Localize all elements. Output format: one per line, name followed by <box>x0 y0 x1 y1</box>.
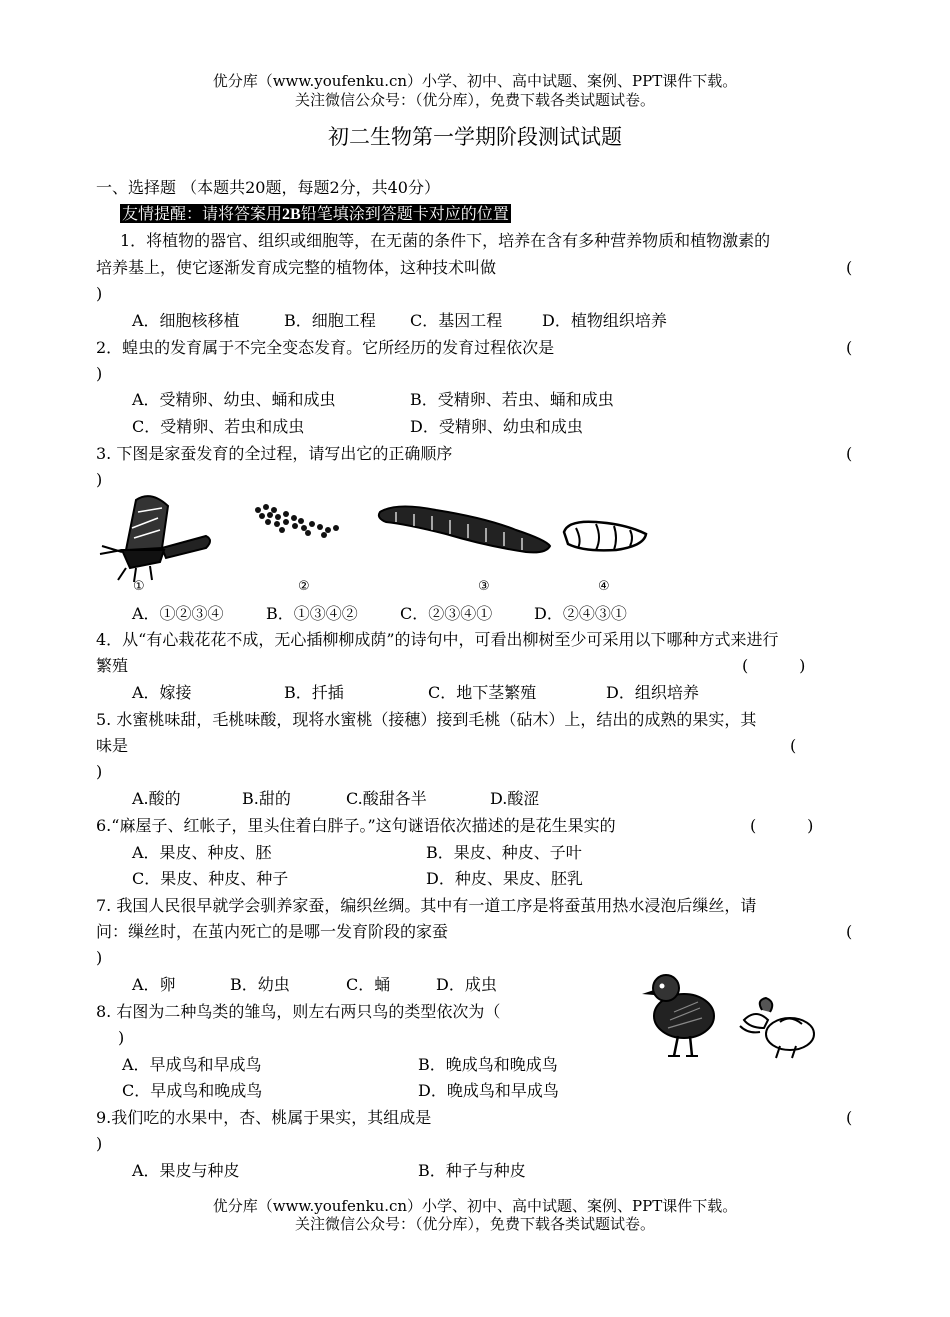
q1-option-d[interactable]: D．植物组织培养 <box>542 311 667 330</box>
q6-option-d[interactable]: D．种皮、果皮、胚乳 <box>426 869 583 888</box>
q6-option-a[interactable]: A．果皮、种皮、胚 <box>132 843 272 862</box>
q5-text-line1: 5. 水蜜桃味甜，毛桃味酸，现将水蜜桃（接穗）接到毛桃（砧木）上，结出的成熟的果实，其 <box>96 710 757 729</box>
pupa-icon <box>564 522 646 551</box>
q1-option-b[interactable]: B．细胞工程 <box>284 311 376 330</box>
q2-text: 2．蝗虫的发育属于不完全变态发育。它所经历的发育过程依次是 <box>96 338 555 357</box>
q9-option-b[interactable]: B．种子与种皮 <box>418 1161 526 1180</box>
q9-paren-close: ) <box>96 1134 103 1153</box>
q5-option-b[interactable]: B.甜的 <box>242 789 291 808</box>
q1-paren-open: ( <box>846 258 853 277</box>
q8-text: 8. 右图为二种鸟类的雏鸟，则左右两只鸟的类型依次为（ <box>96 1002 501 1021</box>
figure-label-1: ① <box>133 579 145 594</box>
q1-paren-close: ) <box>96 284 103 303</box>
q6-option-c[interactable]: C．果皮、种皮、种子 <box>132 869 289 888</box>
q7-option-b[interactable]: B．幼虫 <box>230 975 290 994</box>
q4-option-d[interactable]: D．组织培养 <box>606 683 699 702</box>
q5-option-a[interactable]: A.酸的 <box>132 789 181 808</box>
q7-text-line2: 问：缫丝时，在茧内死亡的是哪一发育阶段的家蚕 <box>96 922 449 941</box>
q7-option-d[interactable]: D．成虫 <box>436 975 497 994</box>
q7-option-c[interactable]: C．蛹 <box>346 975 391 994</box>
q2-option-a[interactable]: A．受精卵、幼虫、蛹和成虫 <box>132 390 336 409</box>
tip-text-pre: 友情提醒：请将答案用 <box>122 204 283 223</box>
q9-paren-open: ( <box>846 1108 853 1127</box>
tip-text-bold: 2B <box>282 206 301 223</box>
q5-text-line2: 味是 <box>96 736 129 755</box>
figure-label-2: ② <box>298 579 310 594</box>
q4-text-line2: 繁殖 <box>96 656 129 675</box>
q2-option-c[interactable]: C．受精卵、若虫和成虫 <box>132 417 305 436</box>
q5-paren-open: ( <box>790 736 797 755</box>
q8-option-c[interactable]: C．早成鸟和晚成鸟 <box>122 1081 263 1100</box>
q9-option-a[interactable]: A．果皮与种皮 <box>132 1161 240 1180</box>
q4-option-c[interactable]: C．地下茎繁殖 <box>428 683 537 702</box>
q3-option-c[interactable]: C．②③④① <box>400 604 493 623</box>
q8-option-a[interactable]: A．早成鸟和早成鸟 <box>122 1055 262 1074</box>
q2-paren-open: ( <box>846 338 853 357</box>
q1-option-a[interactable]: A．细胞核移植 <box>132 311 240 330</box>
moth-icon <box>100 496 210 582</box>
chicks-figure <box>640 968 822 1064</box>
q2-paren-close: ) <box>96 364 103 383</box>
header-line-2: 关注微信公众号：（优分库），免费下载各类试题试卷。 <box>294 91 655 109</box>
q1-text-line2: 培养基上，使它逐渐发育成完整的植物体，这种技术叫做 <box>96 258 497 277</box>
precocial-chick-icon <box>642 975 714 1056</box>
footer-line-2: 关注微信公众号：（优分库），免费下载各类试题试卷。 <box>294 1215 655 1233</box>
q3-option-b[interactable]: B．①③④② <box>266 604 358 623</box>
q8-paren-close: ) <box>118 1028 125 1047</box>
q7-paren-close: ) <box>96 948 103 967</box>
header-line-1: 优分库（www.youfenku.cn）小学、初中、高中试题、案例、PPT课件下载。 <box>212 72 738 90</box>
figure-label-3: ③ <box>478 579 490 594</box>
q7-text-line1: 7. 我国人民很早就学会驯养家蚕，编织丝绸。其中有一道工序是将蚕茧用热水浸泡后缫丝，请 <box>96 896 757 915</box>
altricial-chick-icon <box>740 998 814 1058</box>
footer-line-1: 优分库（www.youfenku.cn）小学、初中、高中试题、案例、PPT课件下载。 <box>212 1197 738 1215</box>
tip-box <box>120 204 511 223</box>
q8-option-b[interactable]: B．晚成鸟和晚成鸟 <box>418 1055 558 1074</box>
q9-text: 9.我们吃的水果中，杏、桃属于果实，其组成是 <box>96 1108 432 1127</box>
q5-option-d[interactable]: D.酸涩 <box>490 789 540 808</box>
q6-answer-parens: ( ) <box>750 816 814 835</box>
q3-text: 3. 下图是家蚕发育的全过程，请写出它的正确顺序 <box>96 444 453 463</box>
q4-text-line1: 4．从“有心栽花花不成，无心插柳柳成荫”的诗句中，可看出柳树至少可采用以下哪种方式来进行 <box>96 630 779 649</box>
q1-text-line1: 1．将植物的器官、组织或细胞等，在无菌的条件下，培养在含有多种营养物质和植物激素的 <box>120 231 771 250</box>
q3-paren-open: ( <box>846 444 853 463</box>
page-title: 初二生物第一学期阶段测试试题 <box>328 125 622 149</box>
q7-option-a[interactable]: A．卵 <box>132 975 176 994</box>
q3-paren-close: ) <box>96 470 103 489</box>
larva-icon <box>379 506 550 552</box>
q4-answer-parens: ( ) <box>742 656 806 675</box>
q6-text: 6.“麻屋子、红帐子，里头住着白胖子。”这句谜语依次描述的是花生果实的 <box>96 816 616 835</box>
q2-option-b[interactable]: B．受精卵、若虫、蛹和成虫 <box>410 390 614 409</box>
q3-option-d[interactable]: D．②④③① <box>534 604 627 623</box>
q6-option-b[interactable]: B．果皮、种皮、子叶 <box>426 843 582 862</box>
q8-option-d[interactable]: D．晚成鸟和早成鸟 <box>418 1081 559 1100</box>
eggs-icon <box>255 504 339 538</box>
q4-option-b[interactable]: B．扦插 <box>284 683 344 702</box>
q7-paren-open: ( <box>846 922 853 941</box>
figure-label-4: ④ <box>598 579 610 594</box>
tip-text-post: 铅笔填涂到答题卡对应的位置 <box>300 204 509 223</box>
q3-option-a[interactable]: A．①②③④ <box>132 604 224 623</box>
q5-paren-close: ) <box>96 762 103 781</box>
silkworm-life-cycle-figure <box>96 488 656 596</box>
q2-option-d[interactable]: D．受精卵、幼虫和成虫 <box>410 417 583 436</box>
q4-option-a[interactable]: A．嫁接 <box>132 683 192 702</box>
section-heading: 一、选择题 （本题共20题，每题2分，共40分） <box>96 178 440 197</box>
tip-banner <box>120 204 511 225</box>
q5-option-c[interactable]: C.酸甜各半 <box>346 789 427 808</box>
q1-option-c[interactable]: C．基因工程 <box>410 311 503 330</box>
